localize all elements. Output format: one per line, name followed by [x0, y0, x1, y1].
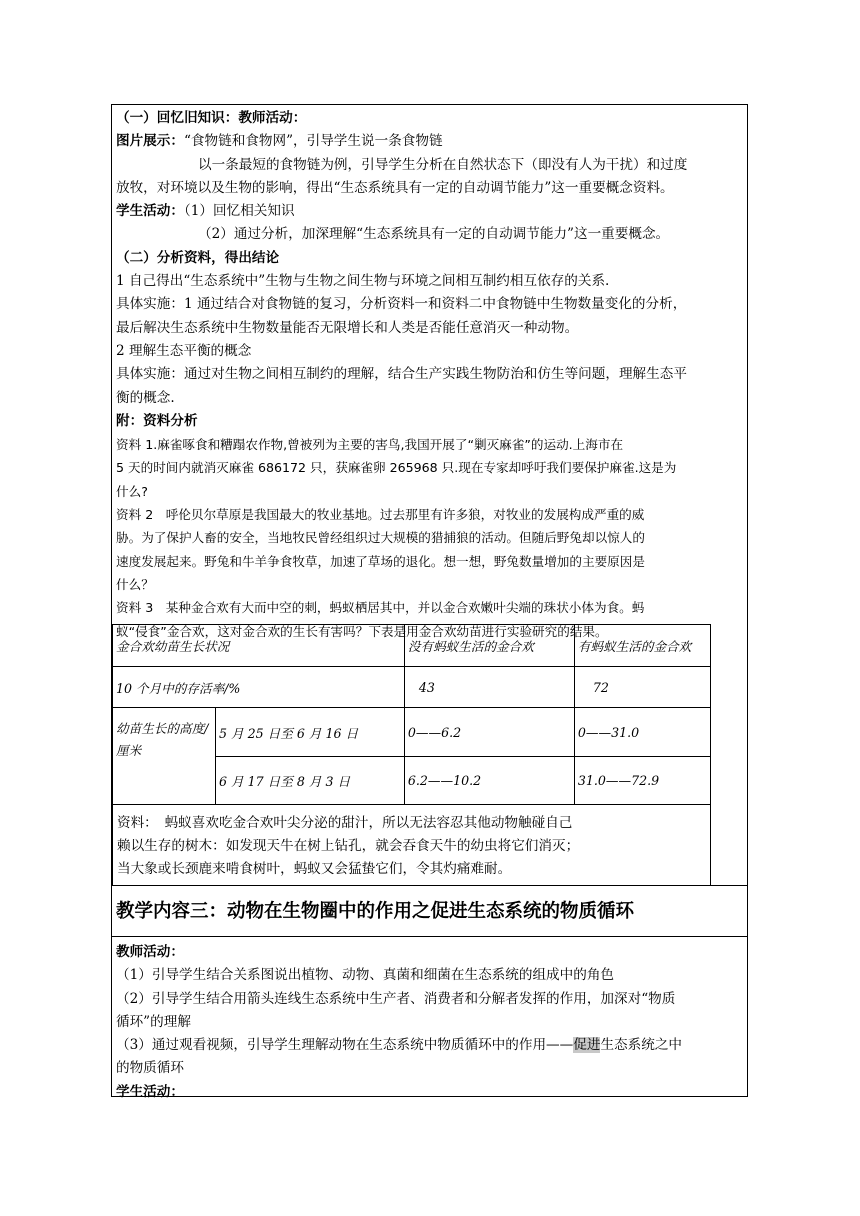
table-cell: 72: [574, 667, 710, 708]
heading-review: （一）回忆旧知识：教师活动：: [116, 110, 307, 126]
table-cell: 0——6.2: [404, 708, 574, 757]
section-title-content-three: 教学内容三：动物在生物圈中的作用之促进生态系统的物质循环: [112, 886, 747, 937]
text-line: 衡的概念.: [116, 389, 175, 406]
text-line: [116, 200, 744, 223]
text-line: [116, 130, 744, 153]
text-line: 循环”的理解: [116, 1013, 191, 1030]
text-line: 最后解决生态系统中生物数量能否无限增长和人类是否能任意消灭一种动物。: [116, 319, 579, 336]
table-row: [113, 708, 711, 757]
heading-teacher-activity: 教师活动：: [116, 944, 184, 960]
material-3-line: 蚁“侵食”金合欢，这对金合欢的生长有害吗？下表是用金合欢幼苗进行实验研究的结果。: [116, 623, 608, 639]
text-line: 1 自己得出“生态系统中”生物与生物之间生物与环境之间相互制约相互依存的关系.: [116, 273, 610, 290]
text-span: （3）通过观看视频，引导学生理解动物在生态系统中物质循环中的作用——: [116, 1037, 574, 1054]
material-2-line: 什么？: [116, 576, 154, 592]
section-review-and-analysis: [112, 105, 747, 886]
material-3-line: 资料 3 某种金合欢有大而中空的刺，蚂蚁栖居其中，并以金合欢嫩叶尖端的珠状小体为食。蚂: [116, 600, 645, 616]
table-row: [113, 667, 711, 708]
material-2-line: 胁。为了保护人畜的安全，当地牧民曾经组织过大规模的猎捕狼的活动。但随后野兔却以惊人的: [116, 530, 645, 546]
text-line: 的物质循环: [116, 1060, 184, 1077]
text-line: 具体实施：1 通过结合对食物链的复习，分析资料一和资料二中食物链中生物数量变化的分析，: [116, 296, 687, 313]
material-2-line: 资料 2 呼伦贝尔草原是我国最大的牧业基地。过去那里有许多狼，对牧业的发展构成严重的威: [116, 507, 645, 523]
lesson-plan-box: [111, 104, 748, 1100]
table-header-cell: 没有蚂蚁生活的金合欢: [404, 625, 574, 667]
acacia-experiment-table: [112, 624, 711, 805]
table-cell: 0——31.0: [574, 708, 710, 757]
label-student-activity: 学生活动：: [116, 203, 184, 220]
table-cell: 43: [404, 667, 574, 708]
table-cell: 31.0——72.9: [574, 757, 710, 805]
note-line: 当大象或长颈鹿来啃食树叶，蚂蚁又会猛蛰它们，令其灼痛难耐。: [117, 861, 512, 877]
table-cell: 6.2——10.2: [404, 757, 574, 805]
text-line: （2）引导学生结合用箭头连线生态系统中生产者、消费者和分解者发挥的作用，加深对“物质: [116, 990, 676, 1007]
text-span: “食物链和食物网”，引导学生说一条食物链: [183, 133, 443, 150]
text-line: 放牧，对环境以及生物的影响，得出“生态系统具有一定的自动调节能力”这一重要概念资料。: [116, 179, 674, 196]
heading-analysis: （二）分析资料，得出结论: [116, 249, 280, 266]
heading-appendix: 附：资料分析: [116, 412, 198, 429]
text-line: （2）通过分析，加深理解“生态系统具有一定的自动调节能力”这一重要概念。: [198, 226, 670, 243]
table-cell: 6 月 17 日至 8 月 3 日: [216, 757, 405, 805]
heading-student-activity: 学生活动：: [116, 1083, 184, 1100]
text-line: （1）引导学生结合关系图说出植物、动物、真菌和细菌在生态系统的组成中的角色: [116, 967, 615, 984]
text-line: [116, 1034, 744, 1057]
note-line: 赖以生存的树木：如发现天牛在树上钻孔，就会吞食天牛的幼虫将它们消灭；: [117, 838, 580, 854]
table-cell: 5 月 25 日至 6 月 16 日: [216, 708, 405, 757]
highlighted-text: 促进: [573, 1037, 601, 1054]
text-span: 生态系统之中: [600, 1037, 682, 1054]
note-line: 资料： 蚂蚁喜欢吃金合欢叶尖分泌的甜汁，所以无法容忍其他动物触碰自己: [117, 815, 573, 831]
table-header-cell: 金合欢幼苗生长状况: [113, 625, 405, 667]
text-line: 2 理解生态平衡的概念: [116, 342, 252, 359]
table-cell: 幼苗生长的高度/厘米: [113, 708, 216, 805]
section-material-cycle: [112, 937, 747, 1104]
text-span: （1）回忆相关知识: [183, 203, 295, 220]
table-cell: 10 个月中的存活率/%: [113, 667, 405, 708]
material-2-line: 速度发展起来。野兔和牛羊争食牧草，加速了草场的退化。想一想，野兔数量增加的主要原因是: [116, 553, 645, 569]
text-line: 以一条最短的食物链为例，引导学生分析在自然状态下（即没有人为干扰）和过度: [198, 156, 688, 173]
material-1-line: 资料 1.麻雀啄食和糟蹋农作物,曾被列为主要的害鸟,我国开展了“剿灭麻雀”的运动.上海市在: [116, 437, 624, 453]
material-note: [112, 804, 711, 886]
material-1-line: 5 天的时间内就消灭麻雀 686172 只，获麻雀卵 265968 只.现在专家却呼吁我们要保护麻雀.这是为: [116, 460, 677, 476]
text-line: 具体实施：通过对生物之间相互制约的理解，结合生产实践生物防治和仿生等问题，理解生态平: [116, 366, 687, 383]
table-header-cell: 有蚂蚁生活的金合欢: [574, 625, 710, 667]
table-row: [113, 625, 711, 667]
label-image-show: 图片展示：: [116, 133, 184, 150]
material-1-line: 什么?: [116, 483, 148, 499]
